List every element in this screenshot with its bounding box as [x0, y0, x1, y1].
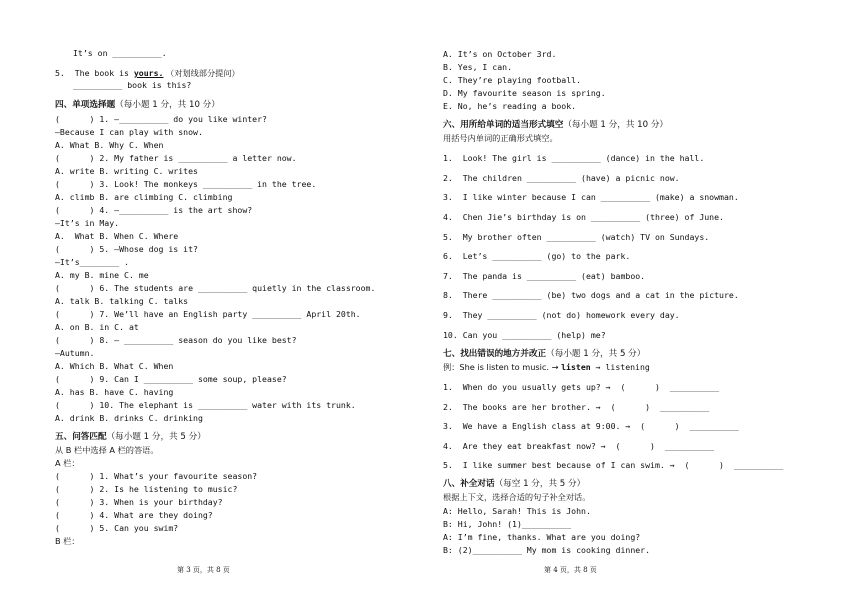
fill-line: 5. My brother often __________ (watch) TV on Sundays.	[443, 232, 710, 242]
section-note: （每小题 1 分，共 10 分）	[115, 100, 220, 110]
text-segment: （对划线部分提问）	[163, 68, 240, 78]
question-line: ( ) 10. The elephant is __________ water with its trunk.	[55, 400, 356, 410]
text-segment: 例：She is listen to music. →	[443, 362, 562, 372]
section-note: （每小题 1 分，共 5 分）	[106, 432, 206, 442]
section-title: 八、补全对话	[443, 479, 495, 489]
options-line: A. drink B. drinks C. drinking	[55, 413, 203, 423]
answer-option: D. My favourite season is spring.	[443, 88, 606, 98]
column-label: A 栏：	[55, 458, 80, 468]
question-5	[55, 68, 240, 79]
options-line: A. my B. mine C. me	[55, 270, 149, 280]
options-line: A. What B. Why C. When	[55, 140, 164, 150]
answer-option: E. No, he’s reading a book.	[443, 101, 577, 111]
question-line: ( ) 1. —__________ do you like winter?	[55, 114, 267, 124]
question-line: ( ) 4. —__________ is the art show?	[55, 205, 253, 215]
section-heading	[443, 349, 645, 360]
question-line: —Because I can play with snow.	[55, 127, 203, 137]
section-note: （每空 1 分，共 5 分）	[494, 479, 586, 489]
fill-line: 2. The children __________ (have) a picnic now.	[443, 173, 680, 183]
section-note: （每小题 1 分，共 5 分）	[546, 349, 646, 359]
fill-line: 8. There __________ (be) two dogs and a cat in the picture.	[443, 290, 739, 300]
text-segment: → listening	[590, 362, 650, 372]
text-line: __________ book is this?	[73, 80, 192, 90]
fill-line: 7. The panda is __________ (eat) bamboo.	[443, 271, 646, 281]
section-note: （每小题 1 分，共 10 分）	[563, 120, 669, 130]
instruction-line: 从 B 栏中选择 A 栏的答语。	[55, 445, 159, 455]
question-line: —It’s________ .	[55, 257, 129, 267]
answer-option: A. It’s on October 3rd.	[443, 49, 557, 59]
text-segment: 5. The book is	[55, 68, 134, 78]
question-line: ( ) 7. We’ll have an English party __________ April 20th.	[55, 309, 361, 319]
question-line: ( ) 2. My father is __________ a letter now.	[55, 153, 297, 163]
dialogue-line: A: I’m fine, thanks. What are you doing?	[443, 532, 641, 542]
match-line: ( ) 4. What are they doing?	[55, 510, 213, 520]
fill-line: 4. Chen Jie’s birthday is on __________ (three) of June.	[443, 212, 724, 222]
options-line: A. climb B. are climbing C. climbing	[55, 192, 233, 202]
error-line: 4. Are they eat breakfast now? → ( ) __________	[443, 441, 715, 451]
fill-line: 10. Can you __________ (help) me?	[443, 330, 606, 340]
instruction-line: 用括号内单词的正确形式填空。	[443, 133, 558, 143]
match-line: ( ) 2. Is he listening to music?	[55, 484, 238, 494]
bold-word: listen	[561, 362, 591, 372]
section-title: 四、单项选择题	[55, 100, 116, 110]
section-title: 五、问答匹配	[55, 432, 107, 442]
fill-line: 9. They __________ (not do) homework every day.	[443, 310, 680, 320]
section-title: 六、用所给单词的适当形式填空	[443, 120, 564, 130]
match-line: ( ) 3. When is your birthday?	[55, 497, 223, 507]
underlined-word: yours.	[133, 68, 164, 78]
dialogue-line: B: (2)__________ My mom is cooking dinner.	[443, 545, 651, 555]
section-heading	[443, 479, 585, 490]
section-heading	[443, 120, 668, 131]
options-line: A. What B. When C. Where	[55, 231, 179, 241]
question-line: ( ) 9. Can I __________ some soup, please?	[55, 374, 287, 384]
question-line: —It’s in May.	[55, 218, 120, 228]
dialogue-line: B: Hi, John! (1)__________	[443, 519, 572, 529]
answer-option: C. They’re playing football.	[443, 75, 582, 85]
column-label: B 栏：	[55, 536, 80, 546]
page-footer: 第 3 页，共 8 页	[177, 566, 230, 574]
error-line: 3. We have a English class at 9:00. → ( ) __________	[443, 421, 739, 431]
dialogue-line: A: Hello, Sarah! This is John.	[443, 506, 591, 516]
example-line	[443, 362, 650, 373]
question-line: ( ) 5. —Whose dog is it?	[55, 244, 198, 254]
error-line: 2. The books are her brother. → ( ) __________	[443, 402, 710, 412]
question-line: —Autumn.	[55, 348, 95, 358]
instruction-line: 根据上下文，选择合适的句子补全对话。	[443, 492, 591, 502]
fill-line: 1. Look! The girl is __________ (dance) in the hall.	[443, 153, 705, 163]
options-line: A. on B. in C. at	[55, 322, 139, 332]
question-line: ( ) 3. Look! The monkeys __________ in the tree.	[55, 179, 317, 189]
question-line: ( ) 8. — __________ season do you like best?	[55, 335, 297, 345]
fill-line: 6. Let’s __________ (go) to the park.	[443, 251, 631, 261]
section-heading	[55, 100, 220, 111]
match-line: ( ) 5. Can you swim?	[55, 523, 179, 533]
match-line: ( ) 1. What’s your favourite season?	[55, 471, 258, 481]
error-line: 5. I like summer best because of I can swim. → ( ) __________	[443, 460, 784, 470]
section-heading	[55, 432, 206, 443]
text-line: It’s on __________.	[73, 48, 167, 58]
section-title: 七、找出错误的地方并改正	[443, 349, 547, 359]
error-line: 1. When do you usually gets up? → ( ) __________	[443, 382, 720, 392]
options-line: A. write B. writing C. writes	[55, 166, 198, 176]
fill-line: 3. I like winter because I can __________ (make) a snowman.	[443, 192, 739, 202]
question-line: ( ) 6. The students are __________ quietly in the classroom.	[55, 283, 376, 293]
page-footer: 第 4 页，共 8 页	[544, 566, 597, 574]
options-line: A. Which B. What C. When	[55, 361, 174, 371]
answer-option: B. Yes, I can.	[443, 62, 513, 72]
options-line: A. talk B. talking C. talks	[55, 296, 189, 306]
options-line: A. has B. have C. having	[55, 387, 174, 397]
